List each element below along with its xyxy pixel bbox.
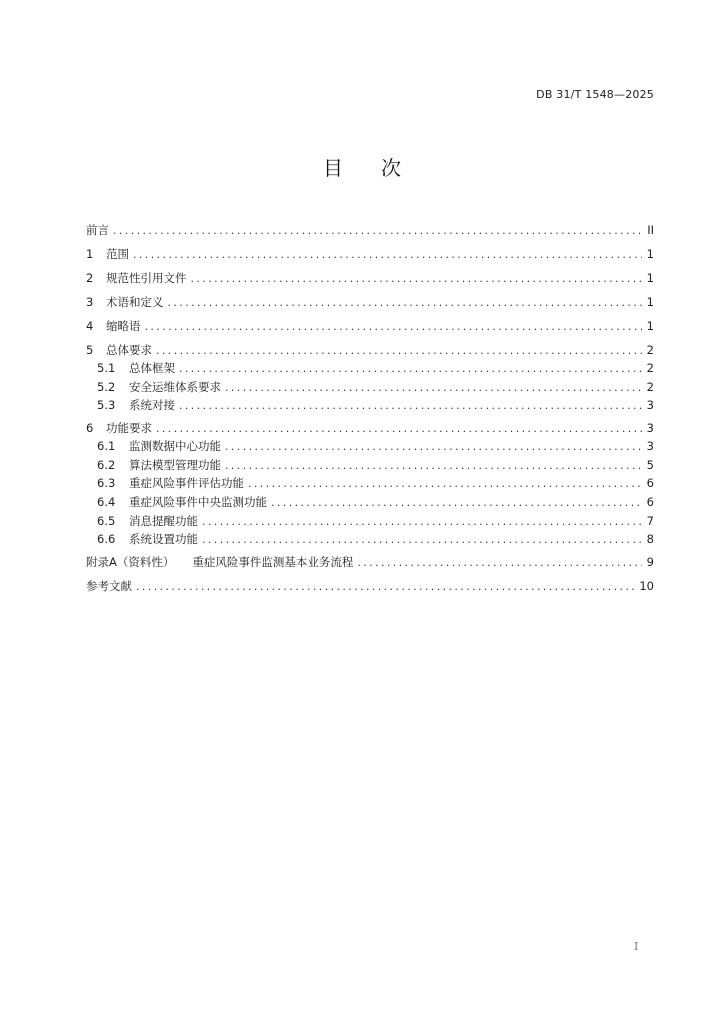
toc-entry-title: 安全运维体系要求 — [129, 379, 221, 394]
toc-entry-page: 5 — [646, 457, 654, 472]
dot-leader — [179, 361, 642, 376]
toc-entry-page: 1 — [646, 271, 654, 285]
toc-entry-number: 4 — [86, 319, 94, 333]
toc-entry-title: 监测数据中心功能 — [129, 439, 221, 454]
toc-entry-title: 总体框架 — [129, 361, 175, 375]
toc-entry-page: 10 — [639, 579, 654, 594]
dot-leader — [225, 458, 642, 473]
toc-entry-6-2[interactable] — [86, 457, 654, 476]
toc-entry-terms-definitions[interactable] — [86, 292, 654, 316]
table-of-contents — [86, 220, 654, 600]
dot-leader — [225, 380, 642, 395]
appendix-subtitle: 重症风险事件监测基本业务流程 — [192, 555, 354, 570]
toc-entry-number: 3 — [86, 295, 94, 309]
toc-entry-abbreviations[interactable] — [86, 316, 654, 340]
toc-entry-6-6[interactable] — [86, 531, 654, 552]
toc-entry-title: 缩略语 — [106, 319, 141, 333]
toc-entry-page: 2 — [646, 361, 654, 375]
dot-leader — [202, 514, 642, 529]
toc-entry-page: 3 — [646, 398, 654, 413]
toc-entry-normative-references[interactable] — [86, 268, 654, 292]
toc-entry-title: 总体要求 — [106, 343, 152, 357]
toc-entry-number: 6.3 — [97, 476, 116, 491]
dot-leader — [145, 319, 643, 334]
toc-entry-title: 系统设置功能 — [129, 532, 198, 547]
toc-entry-foreword[interactable] — [86, 220, 654, 244]
toc-entry-title: 系统对接 — [129, 398, 175, 413]
toc-entry-functional-requirements[interactable] — [86, 418, 654, 438]
dot-leader — [136, 579, 635, 594]
toc-entry-scope[interactable] — [86, 244, 654, 268]
toc-entry-number: 6.1 — [97, 439, 116, 454]
toc-entry-6-4[interactable] — [86, 494, 654, 513]
page-number: I — [634, 940, 639, 953]
dot-leader — [133, 247, 642, 262]
dot-leader — [156, 343, 642, 358]
toc-entry-5-2[interactable] — [86, 379, 654, 398]
dot-leader — [168, 295, 643, 310]
dot-leader — [271, 495, 642, 510]
toc-entry-bibliography[interactable] — [86, 576, 654, 600]
toc-entry-number: 5.2 — [97, 379, 116, 394]
toc-entry-page: 7 — [646, 513, 654, 528]
toc-entry-title: 算法模型管理功能 — [129, 457, 221, 472]
toc-entry-title: 规范性引用文件 — [106, 271, 187, 285]
toc-entry-page: 1 — [646, 247, 654, 261]
toc-entry-number: 6.5 — [97, 513, 116, 528]
toc-entry-number: 6.2 — [97, 457, 116, 472]
toc-entry-title: 功能要求 — [106, 421, 152, 436]
toc-entry-general-requirements[interactable] — [86, 340, 654, 360]
dot-leader — [113, 223, 642, 238]
toc-entry-title: 前言 — [86, 223, 109, 237]
toc-entry-number: 6.4 — [97, 494, 116, 509]
toc-entry-number: 5.3 — [97, 398, 116, 413]
toc-entry-page: 1 — [646, 319, 654, 333]
toc-entry-6-3[interactable] — [86, 475, 654, 494]
toc-entry-page: 6 — [646, 476, 654, 491]
toc-title — [0, 152, 724, 181]
appendix-label: 附录A（资料性） — [86, 555, 175, 570]
dot-leader — [248, 476, 642, 491]
toc-entry-page: 3 — [646, 439, 654, 454]
toc-entry-page: II — [647, 223, 654, 237]
dot-leader — [202, 532, 642, 547]
toc-entry-title: 重症风险事件中央监测功能 — [129, 494, 267, 509]
toc-entry-6-5[interactable] — [86, 513, 654, 532]
toc-entry-5-1[interactable] — [86, 360, 654, 379]
toc-entry-page: 1 — [646, 295, 654, 309]
toc-entry-page: 9 — [646, 555, 654, 570]
dot-leader — [156, 421, 642, 436]
toc-entry-number: 6 — [86, 421, 94, 436]
toc-entry-title — [86, 555, 353, 570]
toc-entry-number: 5 — [86, 343, 94, 357]
toc-entry-number: 6.6 — [97, 532, 116, 547]
toc-entry-title: 范围 — [106, 247, 129, 261]
toc-entry-page: 2 — [646, 379, 654, 394]
dot-leader — [179, 398, 642, 413]
document-code: DB 31/T 1548—2025 — [536, 88, 654, 101]
toc-entry-page: 8 — [646, 532, 654, 547]
toc-entry-title: 消息提醒功能 — [129, 513, 198, 528]
toc-entry-title: 参考文献 — [86, 579, 132, 594]
toc-entry-title: 重症风险事件评估功能 — [129, 476, 244, 491]
toc-entry-page: 6 — [646, 494, 654, 509]
toc-entry-number: 1 — [86, 247, 94, 261]
dot-leader — [225, 439, 642, 454]
toc-entry-5-3[interactable] — [86, 397, 654, 418]
toc-entry-page: 2 — [646, 343, 654, 357]
toc-entry-page: 3 — [646, 421, 654, 436]
dot-leader — [357, 555, 642, 570]
toc-entry-title: 术语和定义 — [106, 295, 164, 309]
toc-entry-number: 5.1 — [97, 361, 116, 375]
toc-entry-number: 2 — [86, 271, 94, 285]
toc-entry-appendix-a[interactable] — [86, 552, 654, 576]
dot-leader — [191, 271, 643, 286]
toc-title-part2: 次 — [381, 156, 401, 180]
toc-title-part1: 目 — [323, 156, 343, 180]
toc-entry-6-1[interactable] — [86, 438, 654, 457]
